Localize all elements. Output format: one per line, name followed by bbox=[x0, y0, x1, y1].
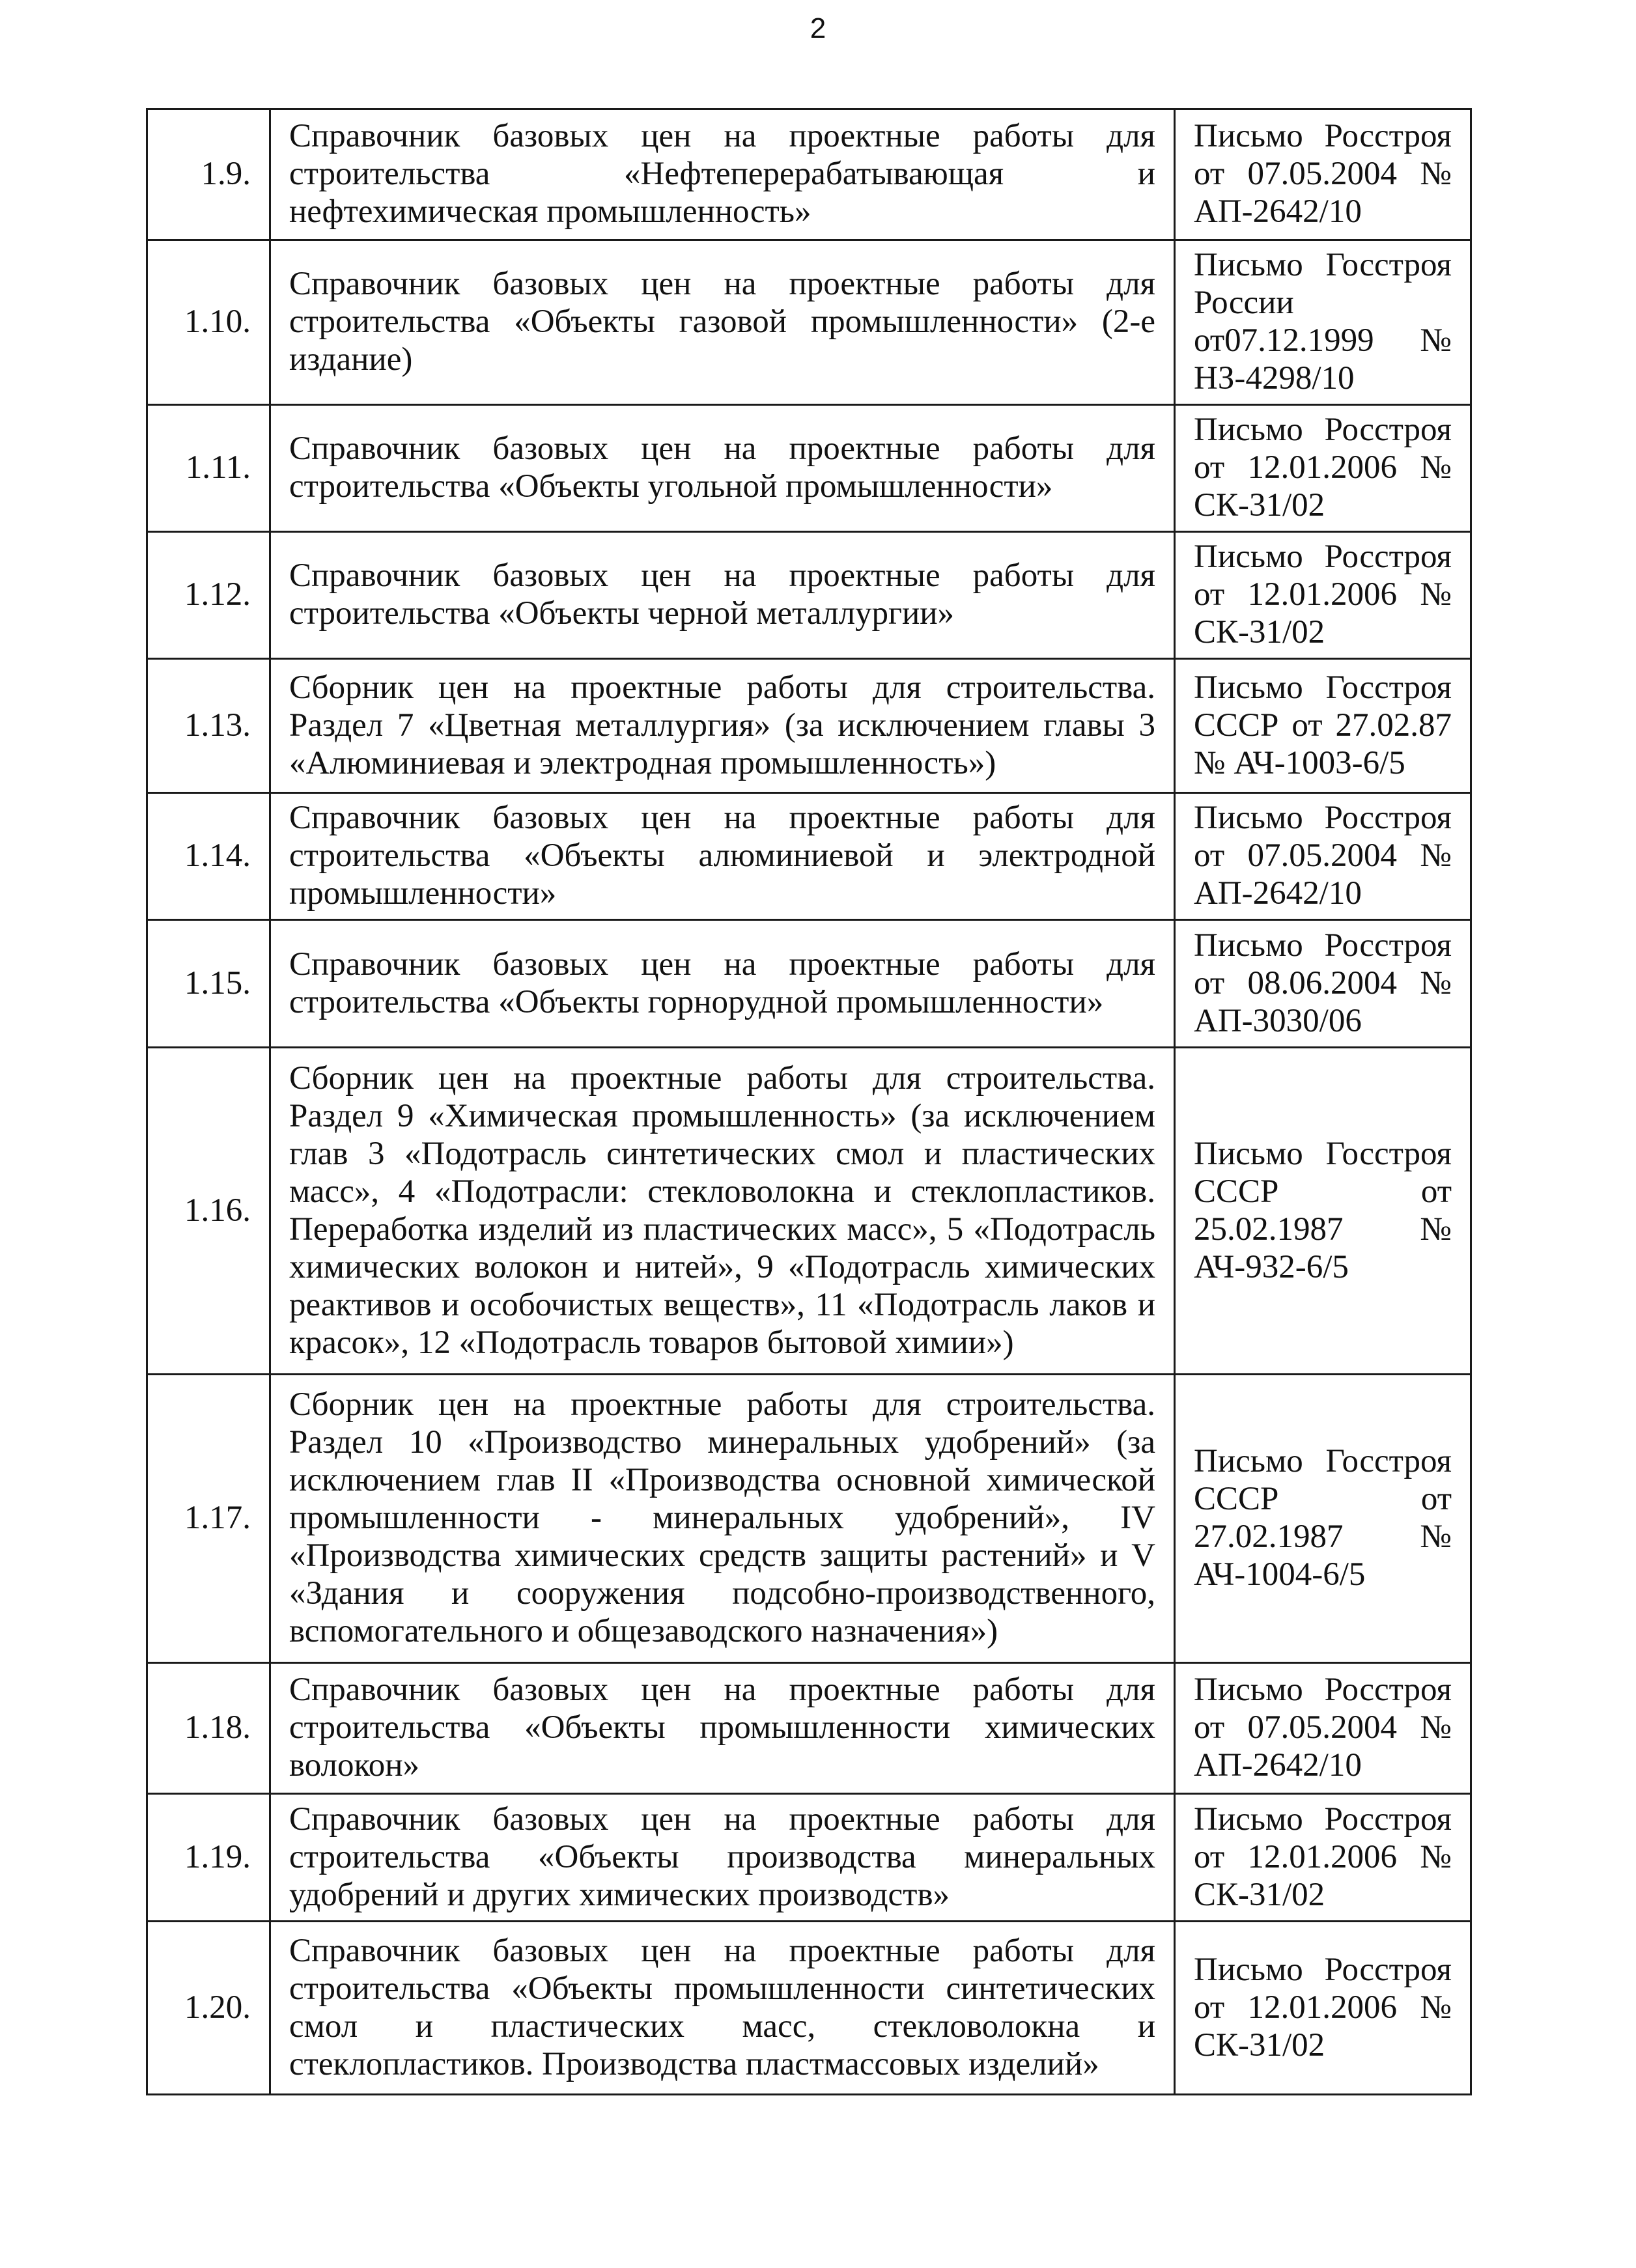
table-row bbox=[147, 793, 1471, 920]
row-number: 1.15. bbox=[147, 920, 270, 1048]
document-title: Справочник базовых цен на проектные работы для строительства «Объекты производства минеральных удобрений и других химических производств» bbox=[270, 1794, 1175, 1922]
document-title: Справочник базовых цен на проектные работы для строительства «Объекты промышленности химических волокон» bbox=[270, 1663, 1175, 1794]
row-number: 1.20. bbox=[147, 1922, 270, 2095]
approval-reference: Письмо Госстроя СССР от 27.02.1987 № АЧ-1004-6/5 bbox=[1175, 1375, 1471, 1663]
document-title: Справочник базовых цен на проектные работы для строительства «Объекты газовой промышленности» (2-е издание) bbox=[270, 240, 1175, 405]
table-row bbox=[147, 240, 1471, 405]
table-row bbox=[147, 1794, 1471, 1922]
table-row bbox=[147, 659, 1471, 793]
row-number: 1.19. bbox=[147, 1794, 270, 1922]
approval-reference: Письмо Росстроя от 12.01.2006 № СК-31/02 bbox=[1175, 1922, 1471, 2095]
approval-reference: Письмо Росстроя от 08.06.2004 № АП-3030/06 bbox=[1175, 920, 1471, 1048]
document-title: Сборник цен на проектные работы для строительства. Раздел 7 «Цветная металлургия» (за исключением главы 3 «Алюминиевая и электродная промышленность») bbox=[270, 659, 1175, 793]
table-row bbox=[147, 405, 1471, 532]
approval-reference: Письмо Госстроя СССР от 27.02.87 № АЧ-1003-6/5 bbox=[1175, 659, 1471, 793]
row-number: 1.11. bbox=[147, 405, 270, 532]
row-number: 1.13. bbox=[147, 659, 270, 793]
approval-reference: Письмо Росстроя от 07.05.2004 № АП-2642/10 bbox=[1175, 109, 1471, 240]
table-row bbox=[147, 1048, 1471, 1375]
table-row bbox=[147, 920, 1471, 1048]
table-row bbox=[147, 1922, 1471, 2095]
row-number: 1.12. bbox=[147, 532, 270, 659]
price-reference-table bbox=[146, 108, 1472, 2095]
document-title: Справочник базовых цен на проектные работы для строительства «Объекты алюминиевой и электродной промышленности» bbox=[270, 793, 1175, 920]
table-row bbox=[147, 1375, 1471, 1663]
table-row bbox=[147, 109, 1471, 240]
table-body bbox=[147, 109, 1471, 2095]
document-title: Справочник базовых цен на проектные работы для строительства «Объекты горнорудной промышленности» bbox=[270, 920, 1175, 1048]
row-number: 1.9. bbox=[147, 109, 270, 240]
approval-reference: Письмо Росстроя от 12.01.2006 № СК-31/02 bbox=[1175, 532, 1471, 659]
row-number: 1.18. bbox=[147, 1663, 270, 1794]
document-title: Справочник базовых цен на проектные работы для строительства «Объекты угольной промышленности» bbox=[270, 405, 1175, 532]
approval-reference: Письмо Росстроя от 07.05.2004 № АП-2642/10 bbox=[1175, 793, 1471, 920]
document-title: Сборник цен на проектные работы для строительства. Раздел 10 «Производство минеральных удобрений» (за исключением глав II «Производства основной химической промышленности - минеральных удобрений», IV «Производства химических средств защиты растений» и V «Здания и сооружения подсобно-производственного, вспомогательного и общезаводского назначения») bbox=[270, 1375, 1175, 1663]
table-row bbox=[147, 1663, 1471, 1794]
approval-reference: Письмо Госстроя СССР от 25.02.1987 № АЧ-932-6/5 bbox=[1175, 1048, 1471, 1375]
approval-reference: Письмо Госстроя России от07.12.1999 № НЗ-4298/10 bbox=[1175, 240, 1471, 405]
document-title: Справочник базовых цен на проектные работы для строительства «Объекты промышленности синтетических смол и пластических масс, стекловолокна и стеклопластиков. Производства пластмассовых изделий» bbox=[270, 1922, 1175, 2095]
page-number: 2 bbox=[810, 12, 826, 44]
document-title: Сборник цен на проектные работы для строительства. Раздел 9 «Химическая промышленность» (за исключением глав 3 «Подотрасль синтетических смол и пластических масс», 4 «Подотрасли: стекловолокна и стеклопластиков. Переработка изделий из пластических масс», 5 «Подотрасль химических волокон и нитей», 9 «Подотрасль химических реактивов и особочистых веществ», 11 «Подотрасль лаков и красок», 12 «Подотрасль товаров бытовой химии») bbox=[270, 1048, 1175, 1375]
document-title: Справочник базовых цен на проектные работы для строительства «Объекты черной металлургии» bbox=[270, 532, 1175, 659]
row-number: 1.16. bbox=[147, 1048, 270, 1375]
approval-reference: Письмо Росстроя от 07.05.2004 № АП-2642/10 bbox=[1175, 1663, 1471, 1794]
approval-reference: Письмо Росстроя от 12.01.2006 № СК-31/02 bbox=[1175, 1794, 1471, 1922]
row-number: 1.10. bbox=[147, 240, 270, 405]
approval-reference: Письмо Росстроя от 12.01.2006 № СК-31/02 bbox=[1175, 405, 1471, 532]
table-row bbox=[147, 532, 1471, 659]
row-number: 1.17. bbox=[147, 1375, 270, 1663]
document-title: Справочник базовых цен на проектные работы для строительства «Нефтеперерабатывающая и нефтехимическая промышленность» bbox=[270, 109, 1175, 240]
row-number: 1.14. bbox=[147, 793, 270, 920]
